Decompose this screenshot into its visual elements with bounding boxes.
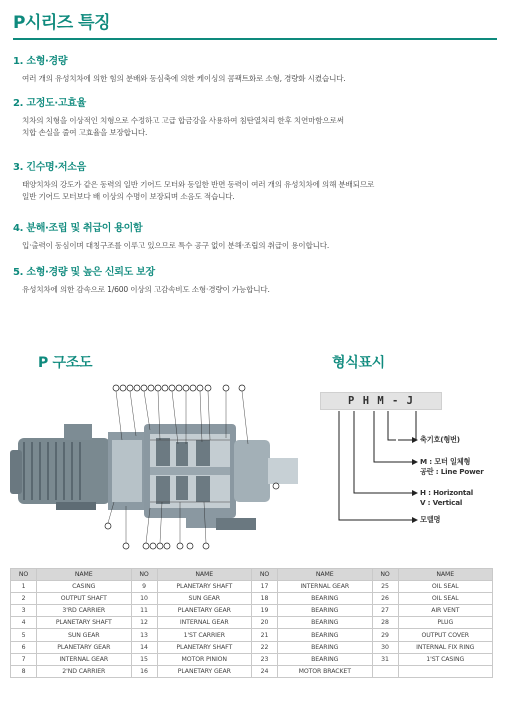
part-number-cell: 11 — [131, 605, 157, 617]
part-name-cell: SUN GEAR — [157, 593, 252, 605]
part-number-cell: 2 — [11, 593, 37, 605]
model-code: P H M - J — [320, 392, 442, 410]
feature-2 — [13, 97, 497, 138]
header-name: NAME — [157, 569, 252, 581]
part-number-cell: 10 — [131, 593, 157, 605]
part-number-cell: 4 — [11, 617, 37, 629]
feature-3 — [13, 161, 497, 202]
part-number-cell: 9 — [131, 581, 157, 593]
part-name-cell: INTERNAL FIX RING — [398, 641, 493, 653]
header-no: NO — [252, 569, 278, 581]
table-row — [11, 593, 493, 605]
part-name-cell: OIL SEAL — [398, 593, 493, 605]
table-row — [11, 617, 493, 629]
part-number-cell: 24 — [252, 665, 278, 677]
header-no: NO — [372, 569, 398, 581]
part-number-cell: 23 — [252, 653, 278, 665]
part-name-cell: PLANETARY GEAR — [157, 605, 252, 617]
header-name: NAME — [398, 569, 493, 581]
part-name-cell: BEARING — [278, 629, 373, 641]
label-model-name: 모델명 — [420, 515, 441, 524]
feature-heading: 2. 고정도·고효율 — [13, 98, 86, 109]
part-name-cell: PLANETARY SHAFT — [157, 581, 252, 593]
part-name-cell: MOTOR PINION — [157, 653, 252, 665]
label-vertical: V : Vertical — [420, 498, 463, 507]
table-header-row — [11, 569, 493, 581]
part-name-cell: BEARING — [278, 605, 373, 617]
parts-table — [10, 568, 493, 678]
feature-5 — [13, 266, 497, 296]
part-name-cell: 3'RD CARRIER — [37, 605, 132, 617]
header-no: NO — [11, 569, 37, 581]
part-number-cell: 27 — [372, 605, 398, 617]
page-title: P시리즈 특징 — [13, 13, 110, 33]
part-name-cell: 2'ND CARRIER — [37, 665, 132, 677]
part-number-cell: 21 — [252, 629, 278, 641]
part-name-cell: AIR VENT — [398, 605, 493, 617]
part-name-cell: PLANETARY GEAR — [157, 665, 252, 677]
header-name: NAME — [278, 569, 373, 581]
part-number-cell: 1 — [11, 581, 37, 593]
part-name-cell: INTERNAL GEAR — [278, 581, 373, 593]
part-name-cell: PLANETARY SHAFT — [37, 617, 132, 629]
feature-4 — [13, 222, 497, 252]
part-name-cell: INTERNAL GEAR — [157, 617, 252, 629]
part-number-cell: 3 — [11, 605, 37, 617]
part-name-cell: INTERNAL GEAR — [37, 653, 132, 665]
gearmotor-cross-section — [10, 380, 302, 558]
part-name-cell: 1'ST CARRIER — [157, 629, 252, 641]
part-name-cell: OUTPUT SHAFT — [37, 593, 132, 605]
part-number-cell: 6 — [11, 641, 37, 653]
part-name-cell — [398, 665, 493, 677]
table-row — [11, 581, 493, 593]
part-name-cell: BEARING — [278, 593, 373, 605]
part-number-cell: 12 — [131, 617, 157, 629]
part-number-cell: 14 — [131, 641, 157, 653]
feature-1 — [13, 55, 497, 85]
feature-heading: 5. 소형·경량 및 높은 신뢰도 보장 — [13, 267, 155, 278]
part-number-cell: 20 — [252, 617, 278, 629]
part-number-cell: 16 — [131, 665, 157, 677]
part-number-cell: 30 — [372, 641, 398, 653]
label-horizontal: H : Horizontal — [420, 488, 474, 497]
feature-heading: 3. 긴수명·저소음 — [13, 162, 86, 173]
part-number-cell: 31 — [372, 653, 398, 665]
part-name-cell: BEARING — [278, 641, 373, 653]
table-row — [11, 653, 493, 665]
part-name-cell: 1'ST CASING — [398, 653, 493, 665]
part-name-cell: OUTPUT COVER — [398, 629, 493, 641]
part-number-cell: 8 — [11, 665, 37, 677]
part-number-cell: 5 — [11, 629, 37, 641]
label-shaft: 축기호(형번) — [420, 435, 460, 444]
part-number-cell: 19 — [252, 605, 278, 617]
part-number-cell: 29 — [372, 629, 398, 641]
part-number-cell: 22 — [252, 641, 278, 653]
title-divider — [13, 38, 497, 40]
part-name-cell: BEARING — [278, 617, 373, 629]
part-number-cell: 25 — [372, 581, 398, 593]
feature-text: 유성치차에 의한 감속으로 1/600 이상의 고감속비도 소형·경량이 가능합니다. — [22, 285, 270, 294]
feature-text: 태양치차의 강도가 같은 동력의 일반 기어드 모터와 동일한 반면 동력이 여러 개의 유성치차에 의해 분배되므로 일반 기어드 모터보다 배 이상의 수명이 보장되며 소음도 적습니다. — [22, 180, 375, 201]
label-motor-line: 공란 : Line Power — [420, 467, 484, 476]
part-number-cell — [372, 665, 398, 677]
part-number-cell: 13 — [131, 629, 157, 641]
part-number-cell: 7 — [11, 653, 37, 665]
part-number-cell: 17 — [252, 581, 278, 593]
feature-heading: 1. 소형·경량 — [13, 56, 68, 67]
header-name: NAME — [37, 569, 132, 581]
table-row — [11, 605, 493, 617]
feature-text: 치차의 치형을 이상적인 치형으로 수정하고 고급 합금강을 사용하여 침탄열처리 한후 치연마함으로써 치합 손실을 줄여 고효율을 보장합니다. — [22, 116, 344, 137]
part-number-cell: 26 — [372, 593, 398, 605]
part-name-cell: SUN GEAR — [37, 629, 132, 641]
structure-title: P 구조도 — [38, 355, 93, 371]
feature-text: 입·출력이 동심이며 대칭구조를 이루고 있으므로 특수 공구 없이 분해·조립의 취급이 용이합니다. — [22, 241, 330, 250]
part-number-cell: 15 — [131, 653, 157, 665]
part-name-cell: CASING — [37, 581, 132, 593]
part-name-cell: PLUG — [398, 617, 493, 629]
gearmotor-cross-section-drawing — [10, 380, 302, 558]
model-designation — [312, 390, 502, 540]
feature-text: 여러 개의 유성치차에 의한 힘의 분배와 동심축에 의한 케이싱의 콤팩트화로 소형, 경량화 시켰습니다. — [22, 74, 346, 83]
part-number-cell: 18 — [252, 593, 278, 605]
model-title: 형식표시 — [332, 355, 385, 371]
model-leader-lines — [312, 390, 502, 540]
part-name-cell: PLANETARY GEAR — [37, 641, 132, 653]
feature-heading: 4. 분해·조립 및 취급이 용이함 — [13, 223, 143, 234]
label-motor: M : 모터 일체형 — [420, 457, 471, 466]
table-row — [11, 629, 493, 641]
table-row — [11, 641, 493, 653]
part-name-cell: OIL SEAL — [398, 581, 493, 593]
table-row — [11, 665, 493, 677]
part-name-cell: BEARING — [278, 653, 373, 665]
part-name-cell: PLANETARY SHAFT — [157, 641, 252, 653]
part-number-cell: 28 — [372, 617, 398, 629]
header-no: NO — [131, 569, 157, 581]
part-name-cell: MOTOR BRACKET — [278, 665, 373, 677]
